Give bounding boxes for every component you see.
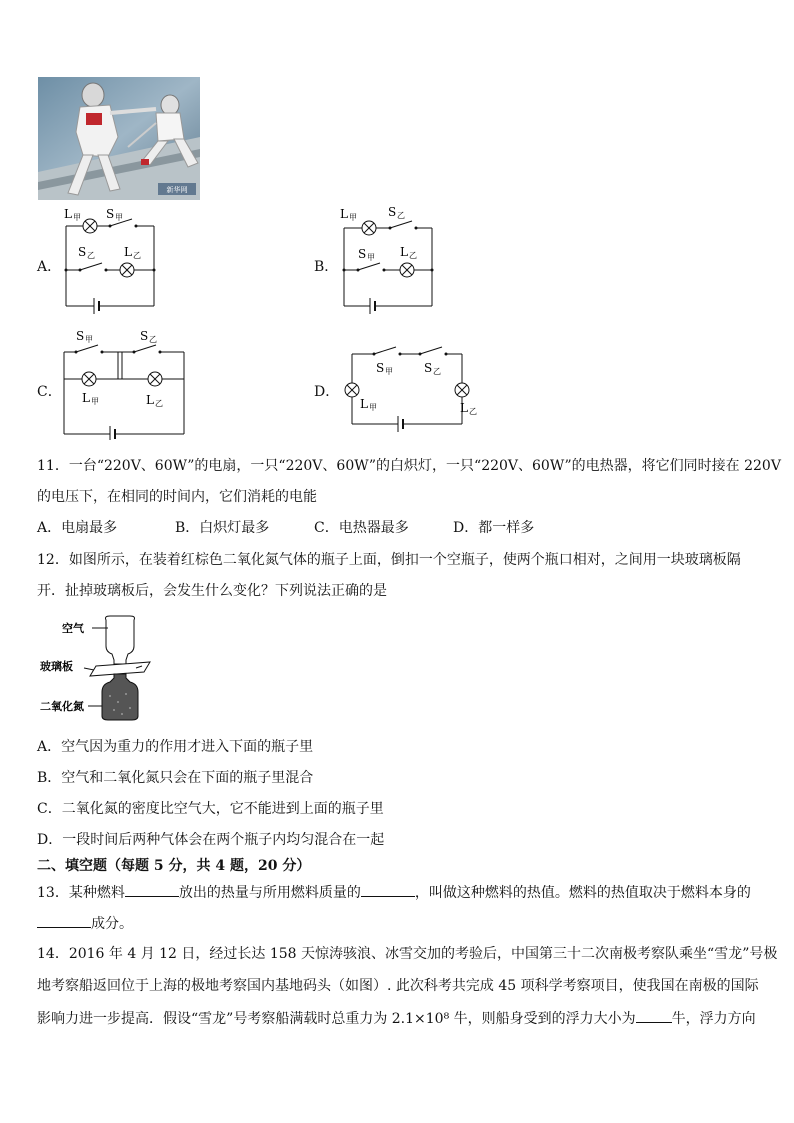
q13-blank1	[125, 882, 179, 897]
q13-line2	[37, 913, 133, 934]
q12-line1: 12．如图所示，在装着红棕色二氧化氮气体的瓶子上面，倒扣一个空瓶子，使两个瓶口相对，之间用一块玻璃板隔	[37, 552, 741, 568]
label-l1: L	[64, 207, 72, 221]
option-b-letter: B．	[314, 259, 339, 275]
label-s1: S	[106, 207, 115, 221]
fencing-photo	[38, 77, 200, 200]
circuit-a-diagram	[60, 204, 160, 316]
label-l1: L	[360, 397, 368, 411]
q12-option-b: B．空气和二氧化氮只会在下面的瓶子里混合	[37, 770, 314, 786]
label-s2-sub: 甲	[367, 253, 375, 262]
label-l2-sub: 乙	[409, 251, 417, 260]
q12-option-a: A．空气因为重力的作用才进入下面的瓶子里	[37, 739, 314, 755]
gas-diffusion-figure	[38, 612, 168, 724]
q11-line2: 的电压下，在相同的时间内，它们消耗的电能	[37, 489, 317, 505]
q14-line3-part2: 牛，浮力方向	[671, 1011, 756, 1027]
label-air: 空气	[62, 622, 84, 635]
option-c-letter: C．	[37, 384, 62, 400]
label-l1: L	[82, 391, 90, 405]
circuit-b-diagram	[338, 204, 438, 316]
label-l2-sub: 乙	[469, 407, 477, 416]
circuit-c-diagram	[60, 328, 190, 440]
q11-line1: 11．一台“220V、60W”的电扇，一只“220V、60W”的白炽灯，一只“220V、60W”的电热器，将它们同时接在 220V	[37, 458, 781, 474]
label-s2: S	[78, 245, 87, 259]
label-l1-sub: 甲	[91, 397, 99, 406]
q11-option-c: C．电热器最多	[314, 520, 409, 536]
label-s1: S	[376, 361, 385, 375]
option-a-letter: A．	[37, 259, 62, 275]
label-s2-sub: 乙	[149, 335, 157, 344]
label-l2-sub: 乙	[133, 251, 141, 260]
q12-option-c: C．二氧化氮的密度比空气大，它不能进到上面的瓶子里	[37, 801, 384, 817]
label-s1-sub: 甲	[385, 367, 393, 376]
label-l2: L	[400, 245, 408, 259]
q14-line1: 14．2016 年 4 月 12 日，经过长达 158 天惊涛骇浪、冰雪交加的考验后，中国第三十二次南极考察队乘坐“雪龙”号极	[37, 946, 778, 962]
q11-option-d: D．都一样多	[453, 520, 535, 536]
label-l1-sub: 甲	[73, 213, 81, 222]
label-s1-sub: 甲	[115, 213, 123, 222]
q13-part1: 13．某种燃料	[37, 885, 125, 901]
label-no2: 二氧化氮	[40, 700, 84, 713]
label-glass: 玻璃板	[40, 660, 73, 673]
q14-line3	[37, 1008, 756, 1029]
q14-blank1	[636, 1008, 672, 1023]
q14-line3-part1: 影响力进一步提高．假设“雪龙”号考察船满载时总重力为 2.1×10⁸ 牛，则船身受到的浮力大小为	[37, 1011, 636, 1027]
label-s2: S	[424, 361, 433, 375]
q13-part3: ，叫做这种燃料的热值。燃料的热值取决于燃料本身的	[414, 885, 751, 901]
label-s1-sub: 甲	[85, 335, 93, 344]
q12-option-d: D．一段时间后两种气体会在两个瓶子内均匀混合在一起	[37, 832, 385, 848]
circuit-d-diagram	[338, 336, 478, 440]
label-s1: S	[388, 205, 397, 219]
label-s1: S	[76, 329, 85, 343]
q13-blank3	[37, 913, 91, 928]
label-s1-sub: 乙	[397, 211, 405, 220]
option-d-letter: D．	[314, 384, 340, 400]
label-s2-sub: 乙	[87, 251, 95, 260]
label-l2-sub: 乙	[155, 399, 163, 408]
q13-line1	[37, 882, 751, 903]
q11-option-a: A．电扇最多	[37, 520, 118, 536]
label-l2: L	[146, 393, 154, 407]
section2-title: 二、填空题（每题 5 分，共 4 题，20 分）	[37, 858, 311, 874]
q12-line2: 开．扯掉玻璃板后，会发生什么变化？下列说法正确的是	[37, 583, 387, 599]
label-l1-sub: 甲	[369, 403, 377, 412]
label-l2: L	[124, 245, 132, 259]
q13-part4: 成分。	[91, 916, 133, 932]
label-l1: L	[340, 207, 348, 221]
q13-part2: 放出的热量与所用燃料质量的	[178, 885, 361, 901]
q11-option-b: B．白炽灯最多	[175, 520, 270, 536]
q14-line2: 地考察船返回位于上海的极地考察国内基地码头（如图）. 此次科考共完成 45 项科学考察项目，使我国在南极的国际	[37, 978, 759, 994]
label-s2: S	[358, 247, 367, 261]
label-l2: L	[460, 401, 468, 415]
label-l1-sub: 甲	[349, 213, 357, 222]
q13-blank2	[361, 882, 415, 897]
photo-watermark: 新华网	[166, 186, 188, 194]
label-s2-sub: 乙	[433, 367, 441, 376]
label-s2: S	[140, 329, 149, 343]
